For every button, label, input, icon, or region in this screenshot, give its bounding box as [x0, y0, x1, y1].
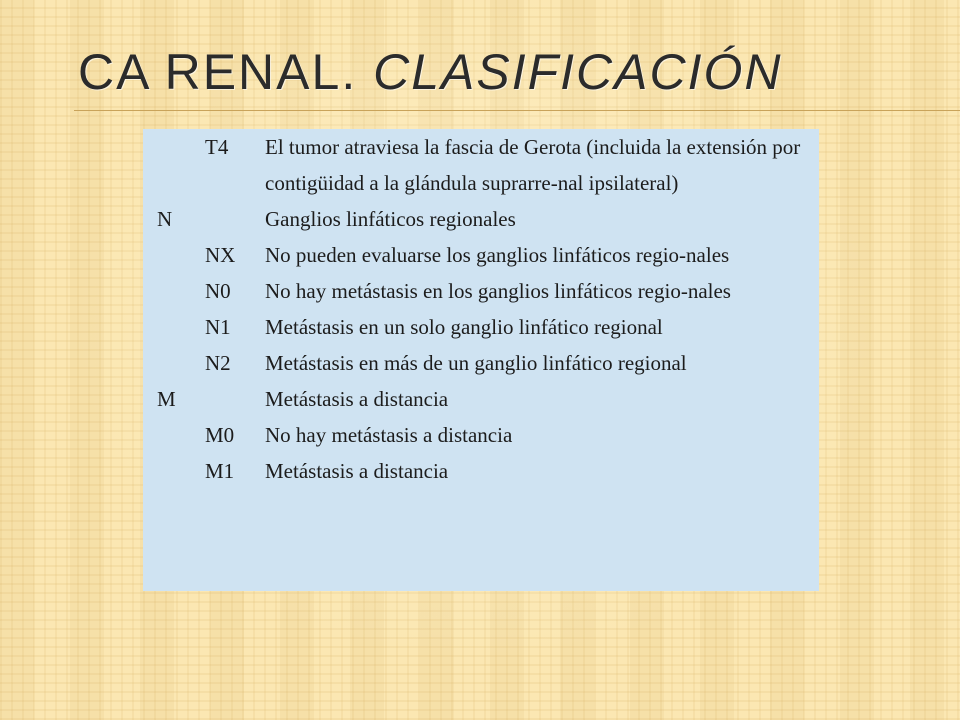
row-code: N0 — [205, 279, 231, 303]
row-category — [143, 129, 205, 201]
row-category — [143, 273, 205, 309]
row-description: Metástasis a distancia — [265, 459, 449, 483]
table-row — [143, 381, 819, 417]
row-category: N — [157, 207, 173, 231]
row-code — [205, 201, 265, 237]
title-main: CA RENAL. — [78, 44, 374, 100]
row-description: No hay metástasis a distancia — [265, 423, 513, 447]
table-row — [143, 345, 819, 381]
slide-title — [78, 42, 783, 102]
row-description: El tumor atraviesa la fascia de Gerota (incluida la extensión por contigüidad a la glándula suprarre-nal ipsilateral) — [265, 135, 801, 195]
row-category — [143, 309, 205, 345]
row-description: Metástasis en más de un ganglio linfático regional — [265, 351, 687, 375]
table-row — [143, 417, 819, 453]
row-category — [143, 453, 205, 489]
row-category — [143, 237, 205, 273]
row-code — [205, 381, 265, 417]
table-row — [143, 453, 819, 489]
row-description: Metástasis en un solo ganglio linfático regional — [265, 315, 663, 339]
staging-table-image — [143, 129, 819, 591]
table-row — [143, 309, 819, 345]
row-code: M0 — [205, 423, 235, 447]
row-category — [143, 417, 205, 453]
row-category — [143, 345, 205, 381]
table-row — [143, 237, 819, 273]
row-description: Metástasis a distancia — [265, 387, 449, 411]
row-code: T4 — [205, 135, 229, 159]
row-code: M1 — [205, 459, 235, 483]
row-code: N2 — [205, 351, 231, 375]
row-description: No hay metástasis en los ganglios linfáticos regio-nales — [265, 279, 731, 303]
title-divider — [74, 110, 960, 111]
row-description: No pueden evaluarse los ganglios linfáticos regio-nales — [265, 243, 730, 267]
table-row — [143, 201, 819, 237]
row-code: NX — [205, 243, 236, 267]
title-italic: CLASIFICACIÓN — [373, 44, 783, 100]
staging-table — [143, 129, 819, 489]
row-code: N1 — [205, 315, 231, 339]
table-row — [143, 273, 819, 309]
table-row — [143, 129, 819, 201]
row-category: M — [157, 387, 176, 411]
row-description: Ganglios linfáticos regionales — [265, 207, 516, 231]
